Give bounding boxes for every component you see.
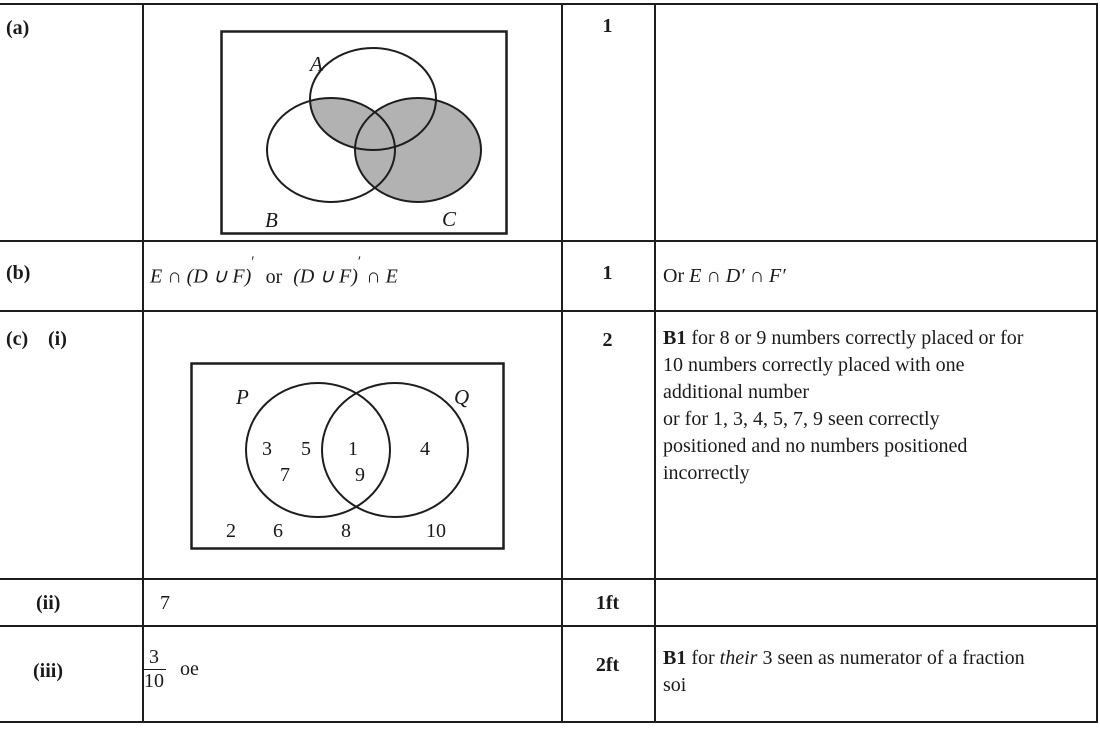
comment-c-i-line-5: positioned and no numbers positioned: [663, 435, 968, 457]
part-label-a: (a): [6, 17, 30, 39]
comment-iii: [663, 645, 1098, 699]
row-divider-a-b: [0, 240, 1098, 242]
answer-b-expression-3: ∩ E: [361, 265, 398, 288]
comment-c-i-line-4: or for 1, 3, 4, 5, 7, 9 seen correctly: [663, 408, 940, 430]
venn-label-q: Q: [454, 385, 470, 409]
venn-diagram-abc: [220, 30, 508, 235]
part-label-c-i: (i): [48, 328, 67, 350]
answer-b-or: or: [265, 265, 283, 288]
mark-code-b1: B1: [663, 327, 687, 349]
row-divider-b-ci: [0, 310, 1098, 312]
marks-c-i: 2: [602, 329, 613, 351]
part-label-iii: (iii): [33, 660, 63, 682]
venn-number-5: 5: [301, 438, 311, 460]
row-divider-ci-ii: [0, 578, 1098, 580]
venn-number-6: 6: [273, 520, 283, 542]
part-label-ii: (ii): [36, 592, 61, 614]
comment-iii-line-2: soi: [663, 674, 687, 696]
prime-symbol: ′: [357, 254, 362, 270]
column-divider-marks-comments: [654, 3, 656, 723]
answer-b-expression-1: E ∩ (D ∪ F): [150, 265, 252, 288]
part-label-c: (c): [6, 328, 29, 350]
comment-c-i-line-1: B1 for 8 or 9 numbers correctly placed or for: [663, 327, 1024, 349]
venn-label-p: P: [236, 385, 249, 409]
column-divider-answer-marks: [561, 3, 563, 723]
comment-b: [663, 263, 1098, 290]
answer-iii-oe: oe: [180, 658, 199, 680]
venn-number-1: 1: [348, 438, 358, 460]
venn-number-10: 10: [426, 520, 446, 542]
venn-number-7: 7: [280, 464, 290, 486]
marks-ii: 1ft: [595, 592, 620, 614]
comment-b-prefix: Or: [663, 265, 685, 287]
answer-b: [150, 254, 398, 289]
venn-label-c: C: [442, 207, 457, 231]
venn-number-9: 9: [355, 464, 365, 486]
venn-number-2: 2: [226, 520, 236, 542]
comment-c-i-line-6: incorrectly: [663, 462, 750, 484]
answer-iii: [142, 646, 199, 693]
table-border-top: [0, 3, 1098, 5]
comment-iii-line-1: B1 for their 3 seen as numerator of a fraction: [663, 647, 1025, 669]
comment-c-i: [663, 325, 1098, 487]
comment-b-expression: E ∩ D′ ∩ F′: [689, 265, 786, 287]
fraction-three-tenths: [142, 646, 166, 693]
prime-symbol: ′: [251, 254, 255, 270]
table-border-bottom: [0, 721, 1098, 723]
venn-number-8: 8: [341, 520, 351, 542]
answer-ii: 7: [160, 592, 170, 614]
marks-iii: 2ft: [595, 654, 620, 676]
venn-label-a: A: [310, 52, 323, 76]
answer-b-expression-2: (D ∪ F): [293, 265, 358, 288]
comment-iii-their: their: [719, 647, 758, 669]
comment-c-i-line-3: additional number: [663, 381, 810, 403]
part-label-b: (b): [6, 262, 31, 284]
marks-b: 1: [602, 262, 613, 284]
venn-label-b: B: [265, 208, 278, 232]
column-divider-label-answer: [142, 3, 144, 723]
comment-c-i-line-2: 10 numbers correctly placed with one: [663, 354, 965, 376]
venn-diagram-pq: [190, 362, 505, 550]
mark-code-b1: B1: [663, 647, 687, 669]
fraction-denominator: 10: [144, 670, 164, 692]
fraction-numerator: 3: [149, 646, 159, 668]
venn-number-4: 4: [420, 438, 430, 460]
venn-number-3: 3: [262, 438, 272, 460]
row-divider-ii-iii: [0, 625, 1098, 627]
marks-a: 1: [602, 15, 613, 37]
venn-circle-q: [322, 383, 468, 517]
